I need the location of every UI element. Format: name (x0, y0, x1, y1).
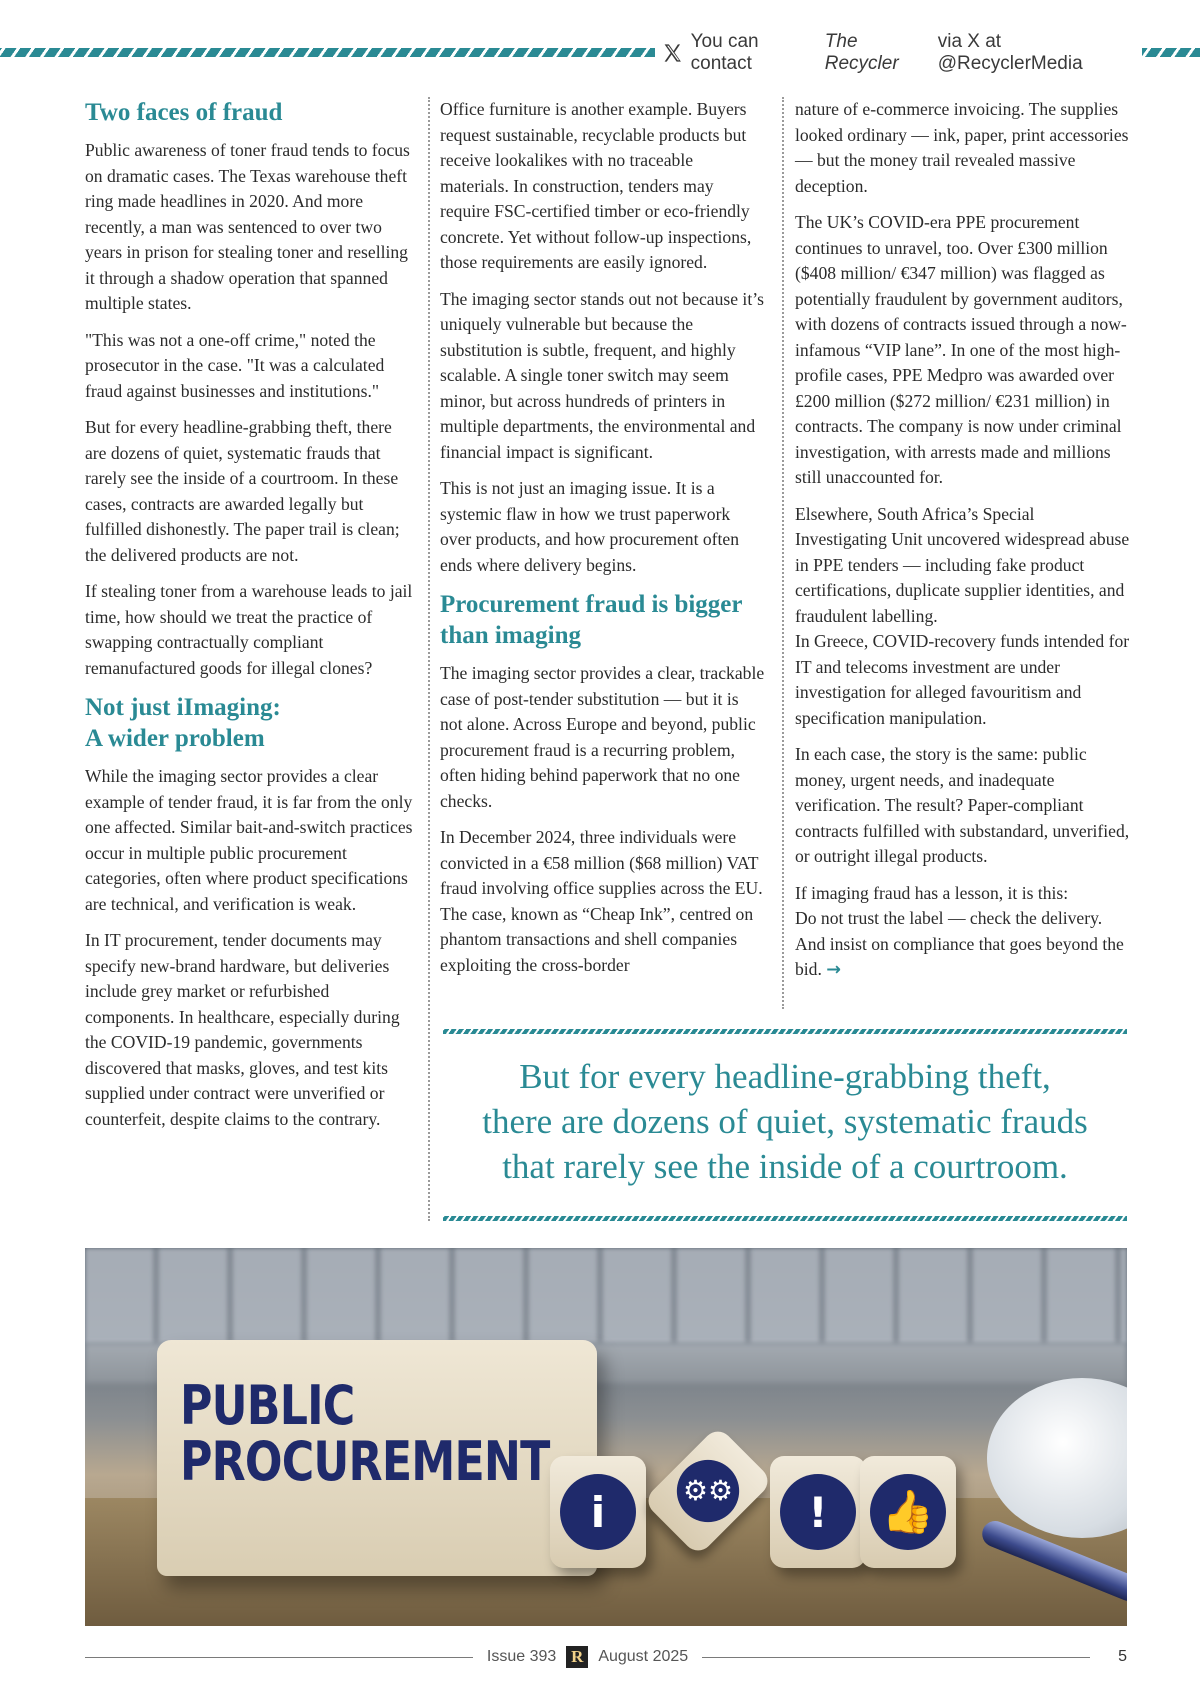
section-heading (85, 692, 415, 754)
contact-prefix: You can contact (690, 31, 759, 74)
paragraph: Public awareness of toner fraud tends to focus on dramatic cases. The Texas warehouse theft ring made headlines in 2020. And more recently, a man was sentenced to over two years in prison for stealing toner and reselling it through a shadow operation that spanned multiple states. (85, 140, 410, 313)
issue-number: Issue 393 (486, 1648, 557, 1665)
pullquote-rule-top (443, 1029, 1127, 1034)
paragraph: This is not just an imaging issue. It is a systemic flaw in how we trust paperwork over products, and how procurement often ends where delivery begins. (440, 478, 739, 575)
footer-rule (85, 1657, 473, 1658)
paragraph-part: Do not trust the label — check the delivery. And insist on compliance that goes beyond the bid. (795, 908, 1124, 979)
paragraph: "This was not a one-off crime," noted the prosecutor in the case. "It was a calculated fraud against businesses and institutions." (85, 329, 385, 401)
section-heading: Procurement fraud is bigger than imaging (440, 591, 743, 649)
paragraph: But for every headline-grabbing theft, there are dozens of quiet, systematic frauds that rarely see the inside of a courtroom. In these cases, contracts are awarded legally but fulfilled dishonestly. The paper trail is clean; the delivered products are not. (85, 417, 400, 565)
header-stripe-right (1142, 48, 1200, 57)
issue-date: August 2025 (598, 1648, 689, 1665)
paragraph: nature of e-commerce invoicing. The supplies looked ordinary — ink, paper, print accessories — but the money trail revealed massive deception. (795, 99, 1129, 196)
block-label-line: PUBLIC (180, 1374, 355, 1437)
section-heading: Two faces of fraud (85, 99, 283, 126)
pullquote-line: But for every headline-grabbing theft, (519, 1057, 1051, 1096)
paragraph (795, 881, 1130, 984)
end-arrow-icon: → (826, 960, 842, 980)
gears-icon: ⚙⚙ (677, 1460, 739, 1522)
contact-handle[interactable]: via X at @RecyclerMedia (937, 31, 1083, 74)
paragraph-part: Elsewhere, South Africa’s Special Investigating Unit uncovered widespread abuse in PPE tenders — including fake product certifications, duplicate supplier identities, and fraudulent labelling. (795, 503, 1130, 626)
pullquote-rule-bottom (443, 1216, 1127, 1221)
pullquote-line: there are dozens of quiet, systematic frauds (482, 1102, 1088, 1141)
thumbs-up-icon: 👍 (870, 1474, 946, 1550)
paragraph: In IT procurement, tender documents may specify new-brand hardware, but deliveries include grey market or refurbished components. In healthcare, especially during the COVID-19 pandemic, governments discovered that masks, gloves, and test kits supplied under contract were unverified or counterfeit, despite claims to the contrary. (85, 930, 400, 1129)
pull-quote (443, 1054, 1127, 1189)
paragraph: The imaging sector stands out not because it’s uniquely vulnerable but because the substitution is subtle, frequent, and highly scalable. A single toner switch may seem minor, but across hundreds of printers in multiple departments, the environmental and financial impact is significant. (440, 288, 764, 462)
article-column-3 (795, 97, 1130, 995)
block-label-line: PROCUREMENT (180, 1430, 550, 1493)
paragraph: While the imaging sector provides a clear example of tender fraud, it is far from the only one affected. Similar bait-and-switch practices occur in multiple public procurement categories, often where product specifications are technical, and verification is weak. (85, 766, 413, 914)
paragraph: In each case, the story is the same: public money, urgent needs, and inadequate verification. The result? Paper-compliant contracts fulfilled with substandard, unverified, or outright illegal products. (795, 744, 1130, 866)
column-divider (782, 97, 784, 1009)
block-label (180, 1374, 550, 1493)
page-footer (85, 1644, 1127, 1670)
paragraph (795, 502, 1130, 732)
paragraph-part: If imaging fraud has a lesson, it is this: (795, 882, 1069, 903)
article-photo (85, 1248, 1127, 1626)
header-stripe-left (0, 48, 655, 57)
paragraph: If stealing toner from a warehouse leads to jail time, how should we treat the practice of swapping contractually compliant remanufactured goods for illegal clones? (85, 581, 413, 678)
paragraph: The imaging sector provides a clear, trackable case of post-tender substitution — but it is not alone. Across Europe and beyond, public procurement fraud is a recurring problem, often hiding behind paperwork that no one checks. (440, 663, 765, 811)
heading-line: Not just iImaging: (85, 694, 281, 721)
keyboard-background (85, 1248, 1127, 1343)
pullquote-line: that rarely see the inside of a courtroom. (502, 1147, 1068, 1186)
page-number: 5 (1118, 1648, 1127, 1665)
cube (550, 1456, 646, 1568)
cube (860, 1456, 956, 1568)
x-logo-icon[interactable] (662, 42, 683, 64)
recycler-logo-icon: R (566, 1646, 588, 1668)
heading-line: A wider problem (85, 725, 265, 752)
article-column-1 (85, 97, 415, 1143)
publication-name: The Recycler (824, 31, 899, 74)
exclamation-icon: ! (780, 1474, 856, 1550)
cube (770, 1456, 866, 1568)
paragraph: In December 2024, three individuals were convicted in a €58 million ($68 million) VAT fraud involving office supplies across the EU. The case, known as “Cheap Ink”, centred on phantom transactions and shell companies exploiting the cross-border (440, 827, 763, 975)
footer-rule (702, 1657, 1090, 1658)
paragraph-part: In Greece, COVID-recovery funds intended for IT and telecoms investment are under investigation for alleged favouritism and specification manipulation. (795, 631, 1130, 728)
paragraph: The UK’s COVID-era PPE procurement continues to unravel, too. Over £300 million ($408 million/ €347 million) was flagged as potentially fraudulent by government auditors, with dozens of contracts issued through a now-infamous “VIP lane”. In one of the most high-profile cases, PPE Medpro was awarded over £200 million ($272 million/ €231 million) in contracts. The company is now under criminal investigation, with arrests made and millions still unaccounted for. (795, 212, 1127, 487)
article-column-2 (440, 97, 765, 989)
column-divider (428, 97, 430, 1221)
info-icon: i (560, 1474, 636, 1550)
header-contact (662, 31, 1138, 74)
paragraph: Office furniture is another example. Buyers request sustainable, recyclable products but receive lookalikes with no traceable materials. In construction, tenders may require FSC-certified timber or eco-friendly concrete. Yet without follow-up inspections, those requirements are easily ignored. (440, 99, 752, 272)
